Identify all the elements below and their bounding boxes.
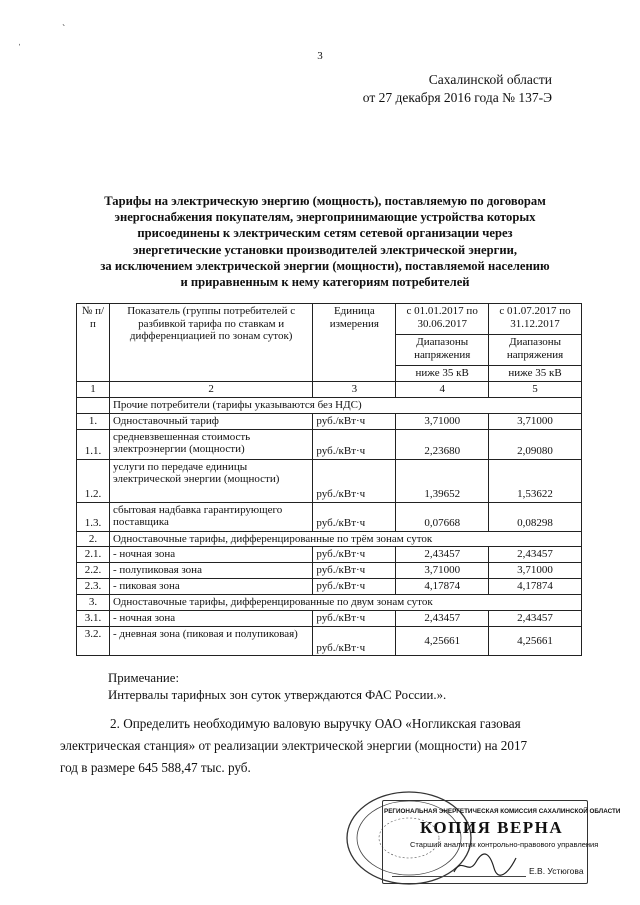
table-row: 1. Одноставочный тариф руб./кВт·ч 3,71000 3,71000 — [77, 413, 582, 429]
header-no: № п/п — [77, 304, 110, 382]
tariff-table — [76, 303, 582, 656]
title-line: за исключением электрической энергии (мощности), поставляемой населению — [100, 258, 550, 273]
column-number: 5 — [489, 382, 582, 398]
header-period-2: с 01.07.2017 по 31.12.2017 — [489, 304, 582, 335]
title-line: Тарифы на электрическую энергию (мощность), поставляемую по договорам — [104, 194, 546, 208]
header-decree: от 27 декабря 2016 года № 137-Э — [362, 90, 552, 105]
section-row — [77, 397, 582, 413]
section-row: 3. Одноставочные тарифы, дифференцированные по двум зонам суток — [77, 595, 582, 611]
title-line: и приравненным к нему категориям потребителей — [180, 275, 470, 290]
section-row: 2. Одноставочные тарифы, дифференцированные по трём зонам суток — [77, 531, 582, 547]
table-row: 1.2. услуги по передаче единицы электрической энергии (мощности) руб./кВт·ч 1,39652 1,53622 — [77, 459, 582, 502]
table-row: 2.2. - полупиковая зона руб./кВт·ч 3,71000 3,71000 — [77, 563, 582, 579]
table-row: 3.2. - дневная зона (пиковая и полупиковая) руб./кВт·ч 4,25661 4,25661 — [77, 627, 582, 656]
title-line: присоединены к электрическим сетям сетевой организации через — [137, 226, 513, 241]
column-number-row — [77, 382, 582, 398]
stamp-position: Старший аналитик контрольно-правового управления — [410, 840, 599, 849]
table-row: 1.3. сбытовая надбавка гарантирующего поставщика руб./кВт·ч 0,07668 0,08298 — [77, 502, 582, 531]
header-indicator: Показатель (группы потребителей с разбивкой тарифа по ставкам и дифференциацией по зонам суток) — [109, 304, 312, 382]
header-voltage-level: ниже 35 кВ — [396, 366, 489, 382]
title-line: энергоснабжения покупателям, энергопринимающие устройства которых — [114, 210, 536, 225]
section-label: Одноставочные тарифы, дифференцированные по двум зонам суток — [109, 595, 581, 611]
section-label: Одноставочные тарифы, дифференцированные по трём зонам суток — [109, 531, 581, 547]
paragraph-line: 2. Определить необходимую валовую выручку ОАО «Ногликская газовая — [110, 716, 521, 731]
header-region: Сахалинской области — [428, 72, 552, 87]
column-number: 4 — [396, 382, 489, 398]
document-title — [60, 193, 590, 290]
header-unit: Единица измерения — [313, 304, 396, 382]
table-row: 2.3. - пиковая зона руб./кВт·ч 4,17874 4,17874 — [77, 579, 582, 595]
scan-mark: ˌ — [18, 35, 22, 46]
header-voltage-level: ниже 35 кВ — [489, 366, 582, 382]
header-voltage-range: Диапазоны напряжения — [489, 335, 582, 366]
paragraph-line: год в размере 645 588,47 тыс. руб. — [60, 760, 251, 775]
section-label: Прочие потребители (тарифы указываются без НДС) — [109, 397, 581, 413]
page-number: 3 — [317, 50, 323, 62]
header-period-1: с 01.01.2017 по 30.06.2017 — [396, 304, 489, 335]
header-voltage-range: Диапазоны напряжения — [396, 335, 489, 366]
table-row: 2.1. - ночная зона руб./кВт·ч 2,43457 2,43457 — [77, 547, 582, 563]
paragraph-2 — [60, 713, 590, 779]
note-label: Примечание: — [108, 671, 179, 685]
column-number: 2 — [109, 382, 312, 398]
column-number: 3 — [313, 382, 396, 398]
stamp-org: РЕГИОНАЛЬНАЯ ЭНЕРГЕТИЧЕСКАЯ КОМИССИЯ САХАЛИНСКОЙ ОБЛАСТИ — [384, 808, 621, 815]
note-text: Интервалы тарифных зон суток утверждаются ФАС России.». — [108, 688, 447, 702]
stamp-signer: Е.В. Устюгова — [529, 866, 584, 876]
paragraph-line: электрическая станция» от реализации электрической энергии (мощности) на 2017 — [60, 738, 528, 753]
title-line: энергетические установки производителей электрической энергии, — [132, 242, 517, 257]
header-row — [77, 304, 582, 335]
stamp-title: КОПИЯ ВЕРНА — [420, 818, 564, 837]
scan-mark: ˋ — [62, 24, 66, 35]
table-row: 1.1. средневзвешенная стоимость электроэнергии (мощности) руб./кВт·ч 2,23680 2,09080 — [77, 429, 582, 459]
column-number: 1 — [77, 382, 110, 398]
table-row: 3.1. - ночная зона руб./кВт·ч 2,43457 2,43457 — [77, 611, 582, 627]
handwritten-signature — [450, 850, 520, 880]
